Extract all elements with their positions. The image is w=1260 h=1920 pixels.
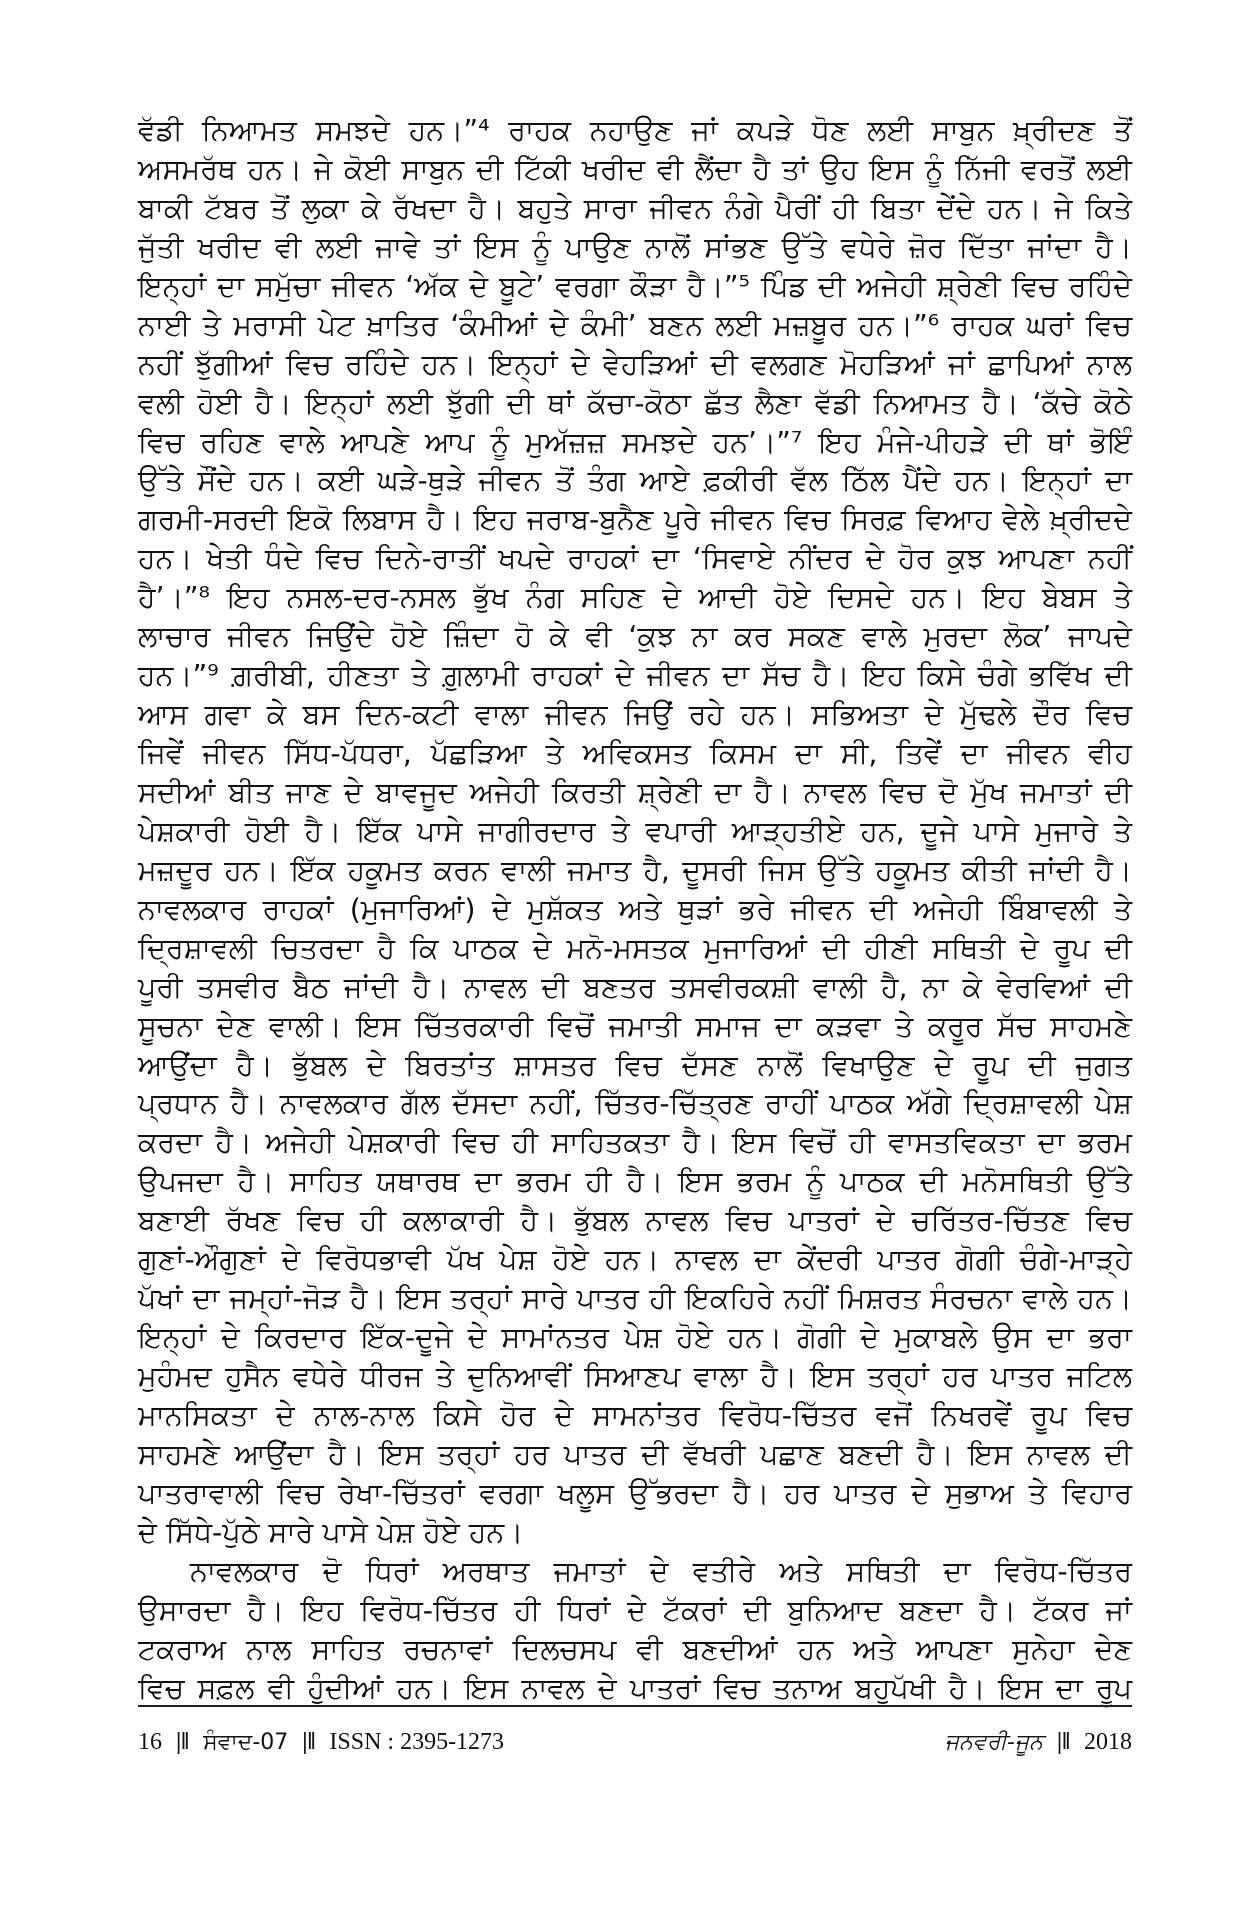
footer-separator: |‖ bbox=[302, 1729, 316, 1755]
article-body bbox=[138, 112, 1132, 1708]
text-line: ਪੂਰੀ ਤਸਵੀਰ ਬੈਠ ਜਾਂਦੀ ਹੈ। ਨਾਵਲ ਦੀ ਬਣਤਰ ਤਸਵੀਰਕਸ਼ੀ ਵਾਲੀ ਹੈ, ਨਾ ਕੇ ਵੇਰਵਿਆਂ ਦੀ bbox=[138, 970, 1132, 1004]
text-line: ਨਾਵਲਕਾਰ ਦੋ ਧਿਰਾਂ ਅਰਥਾਤ ਜਮਾਤਾਂ ਦੇ ਵਤੀਰੇ ਅਤੇ ਸਥਿਤੀ ਦਾ ਵਿਰੋਧ-ਚਿੱਤਰ bbox=[190, 1554, 1132, 1588]
text-line: ਜੁੱਤੀ ਖਰੀਦ ਵੀ ਲਈ ਜਾਵੇ ਤਾਂ ਇਸ ਨੂੰ ਪਾਉਣ ਨਾਲੋਂ ਸਾਂਭਣ ਉੱਤੇ ਵਧੇਰੇ ਜ਼ੋਰ ਦਿੱਤਾ ਜਾਂਦਾ ਹੈ। bbox=[138, 230, 1132, 264]
text-line: ਆਉਂਦਾ ਹੈ। ਭੁੱਬਲ ਦੇ ਬਿਰਤਾਂਤ ਸ਼ਾਸਤਰ ਵਿਚ ਦੱਸਣ ਨਾਲੋਂ ਵਿਖਾਉਣ ਦੇ ਰੂਪ ਦੀ ਜੁਗਤ bbox=[138, 1048, 1132, 1082]
footer-left bbox=[138, 1722, 504, 1763]
text-line: ਹਨ। ਖੇਤੀ ਧੰਦੇ ਵਿਚ ਦਿਨੇ-ਰਾਤੀਂ ਖਪਦੇ ਰਾਹਕਾਂ ਦਾ ‘ਸਿਵਾਏ ਨੀਂਦਰ ਦੇ ਹੋਰ ਕੁਝ ਆਪਣਾ ਨਹੀਂ bbox=[138, 542, 1132, 576]
text-line: ਲਾਚਾਰ ਜੀਵਨ ਜਿਉਂਦੇ ਹੋਏ ਜ਼ਿੰਦਾ ਹੋ ਕੇ ਵੀ ‘ਕੁਝ ਨਾ ਕਰ ਸਕਣ ਵਾਲੇ ਮੁਰਦਾ ਲੋਕ’ ਜਾਪਦੇ bbox=[138, 620, 1132, 654]
page-footer bbox=[138, 1722, 1132, 1762]
text-line: ਗਰਮੀ-ਸਰਦੀ ਇਕੋ ਲਿਬਾਸ ਹੈ। ਇਹ ਜਰਾਬ-ਬੁਨੈਣ ਪੂਰੇ ਜੀਵਨ ਵਿਚ ਸਿਰਫ਼ ਵਿਆਹ ਵੇਲੇ ਖ਼੍ਰੀਦਦੇ bbox=[138, 503, 1132, 537]
text-line: ਦ੍ਰਿਸ਼ਾਵਲੀ ਚਿਤਰਦਾ ਹੈ ਕਿ ਪਾਠਕ ਦੇ ਮਨੋ-ਮਸਤਕ ਮੁਜਾਰਿਆਂ ਦੀ ਹੀਣੀ ਸਥਿਤੀ ਦੇ ਰੂਪ ਦੀ bbox=[138, 931, 1132, 965]
text-line: ਬਣਾਈ ਰੱਖਣ ਵਿਚ ਹੀ ਕਲਾਕਾਰੀ ਹੈ। ਭੁੱਬਲ ਨਾਵਲ ਵਿਚ ਪਾਤਰਾਂ ਦੇ ਚਰਿੱਤਰ-ਚਿੱਤਣ ਵਿਚ bbox=[138, 1204, 1132, 1238]
text-line: ਨਹੀਂ ਝੁੱਗੀਆਂ ਵਿਚ ਰਹਿੰਦੇ ਹਨ। ਇਨ੍ਹਾਂ ਦੇ ਵੇਹੜਿਆਂ ਦੀ ਵਲਗਣ ਮੋਹੜਿਆਂ ਜਾਂ ਛਾਪਿਆਂ ਨਾਲ bbox=[138, 347, 1132, 381]
issue-year: 2018 bbox=[1084, 1729, 1132, 1755]
text-line: ਗੁਣਾਂ-ਔਗੁਣਾਂ ਦੇ ਵਿਰੋਧਭਾਵੀ ਪੱਖ ਪੇਸ਼ ਹੋਏ ਹਨ। ਨਾਵਲ ਦਾ ਕੇਂਦਰੀ ਪਾਤਰ ਗੋਗੀ ਚੰਗੇ-ਮਾੜ੍ਹੇ bbox=[138, 1243, 1132, 1277]
text-line: ਬਾਕੀ ਟੱਬਰ ਤੋਂ ਲੁਕਾ ਕੇ ਰੱਖਦਾ ਹੈ। ਬਹੁਤੇ ਸਾਰਾ ਜੀਵਨ ਨੰਗੇ ਪੈਰੀਂ ਹੀ ਬਿਤਾ ਦੇਂਦੇ ਹਨ। ਜੇ ਕਿਤੇ bbox=[138, 191, 1132, 225]
text-line: ਆਸ ਗਵਾ ਕੇ ਬਸ ਦਿਨ-ਕਟੀ ਵਾਲਾ ਜੀਵਨ ਜਿਉਂ ਰਹੇ ਹਨ। ਸਭਿਅਤਾ ਦੇ ਮੁੱਢਲੇ ਦੌਰ ਵਿਚ bbox=[138, 698, 1132, 732]
journal-name: ਸੰਵਾਦ-07 bbox=[203, 1730, 289, 1755]
text-line: ਉਸਾਰਦਾ ਹੈ। ਇਹ ਵਿਰੋਧ-ਚਿੱਤਰ ਹੀ ਧਿਰਾਂ ਦੇ ਟੱਕਰਾਂ ਦੀ ਬੁਨਿਆਦ ਬਣਦਾ ਹੈ। ਟੱਕਰ ਜਾਂ bbox=[138, 1593, 1132, 1627]
text-line: ਸਦੀਆਂ ਬੀਤ ਜਾਣ ਦੇ ਬਾਵਜੂਦ ਅਜੇਹੀ ਕਿਰਤੀ ਸ਼੍ਰੇਣੀ ਦਾ ਹੈ। ਨਾਵਲ ਵਿਚ ਦੋ ਮੁੱਖ ਜਮਾਤਾਂ ਦੀ bbox=[138, 775, 1132, 809]
text-line: ਪੱਖਾਂ ਦਾ ਜਮ੍ਹਾਂ-ਜੋੜ ਹੈ। ਇਸ ਤਰ੍ਹਾਂ ਸਾਰੇ ਪਾਤਰ ਹੀ ਇਕਹਿਰੇ ਨਹੀਂ ਮਿਸ਼ਰਤ ਸੰਰਚਨਾ ਵਾਲੇ ਹਨ। bbox=[138, 1282, 1132, 1316]
text-line: ਇਨ੍ਹਾਂ ਦੇ ਕਿਰਦਾਰ ਇੱਕ-ਦੂਜੇ ਦੇ ਸਾਮਾਂਨਤਰ ਪੇਸ਼ ਹੋਏ ਹਨ। ਗੋਗੀ ਦੇ ਮੁਕਾਬਲੇ ਉਸ ਦਾ ਭਰਾ bbox=[138, 1321, 1132, 1355]
text-line: ਵਿਚ ਸਫ਼ਲ ਵੀ ਹੁੰਦੀਆਂ ਹਨ। ਇਸ ਨਾਵਲ ਦੇ ਪਾਤਰਾਂ ਵਿਚ ਤਨਾਅ ਬਹੁਪੱਖੀ ਹੈ। ਇਸ ਦਾ ਰੂਪ bbox=[138, 1671, 1132, 1705]
text-line: ਹੈ’।”⁸ ਇਹ ਨਸਲ-ਦਰ-ਨਸਲ ਭੁੱਖ ਨੰਗ ਸਹਿਣ ਦੇ ਆਦੀ ਹੋਏ ਦਿਸਦੇ ਹਨ। ਇਹ ਬੇਬਸ ਤੇ bbox=[138, 581, 1132, 615]
text-line: ਟਕਰਾਅ ਨਾਲ ਸਾਹਿਤ ਰਚਨਾਵਾਂ ਦਿਲਚਸਪ ਵੀ ਬਣਦੀਆਂ ਹਨ ਅਤੇ ਆਪਣਾ ਸੁਨੇਹਾ ਦੇਣ bbox=[138, 1632, 1132, 1666]
text-line: ਉੱਤੇ ਸੌਂਦੇ ਹਨ। ਕਈ ਘੜੇ-ਥੁੜੇ ਜੀਵਨ ਤੋਂ ਤੰਗ ਆਏ ਫ਼ਕੀਰੀ ਵੱਲ ਠਿੱਲ ਪੈਂਦੇ ਹਨ। ਇਨ੍ਹਾਂ ਦਾ bbox=[138, 464, 1132, 498]
text-line: ਕਰਦਾ ਹੈ। ਅਜੇਹੀ ਪੇਸ਼ਕਾਰੀ ਵਿਚ ਹੀ ਸਾਹਿਤਕਤਾ ਹੈ। ਇਸ ਵਿਚੋਂ ਹੀ ਵਾਸਤਵਿਕਤਾ ਦਾ ਭਰਮ bbox=[138, 1126, 1132, 1160]
text-line: ਅਸਮਰੱਥ ਹਨ। ਜੇ ਕੋਈ ਸਾਬੁਨ ਦੀ ਟਿੱਕੀ ਖਰੀਦ ਵੀ ਲੈਂਦਾ ਹੈ ਤਾਂ ਉਹ ਇਸ ਨੂੰ ਨਿੱਜੀ ਵਰਤੋਂ ਲਈ bbox=[138, 152, 1132, 186]
footer-separator: |‖ bbox=[176, 1729, 190, 1755]
text-line: ਦੇ ਸਿੱਧੇ-ਪੁੱਠੇ ਸਾਰੇ ਪਾਸੇ ਪੇਸ਼ ਹੋਏ ਹਨ। bbox=[138, 1515, 524, 1549]
footer-separator: |‖ bbox=[1056, 1729, 1070, 1755]
text-line: ਸੂਚਨਾ ਦੇਣ ਵਾਲੀ। ਇਸ ਚਿੱਤਰਕਾਰੀ ਵਿਚੋਂ ਜਮਾਤੀ ਸਮਾਜ ਦਾ ਕੜਵਾ ਤੇ ਕਰੂਰ ਸੱਚ ਸਾਹਮਣੇ bbox=[138, 1009, 1132, 1043]
text-line: ਮਾਨਸਿਕਤਾ ਦੇ ਨਾਲ-ਨਾਲ ਕਿਸੇ ਹੋਰ ਦੇ ਸਾਮਨਾਂਤਰ ਵਿਰੋਧ-ਚਿੱਤਰ ਵਜੋਂ ਨਿਖਰਵੇਂ ਰੂਪ ਵਿਚ bbox=[138, 1398, 1132, 1432]
text-line: ਮਜ਼ਦੂਰ ਹਨ। ਇੱਕ ਹਕੂਮਤ ਕਰਨ ਵਾਲੀ ਜਮਾਤ ਹੈ, ਦੂਸਰੀ ਜਿਸ ਉੱਤੇ ਹਕੂਮਤ ਕੀਤੀ ਜਾਂਦੀ ਹੈ। bbox=[138, 853, 1132, 887]
text-line: ਵਲੀ ਹੋਈ ਹੈ। ਇਨ੍ਹਾਂ ਲਈ ਝੁੱਗੀ ਦੀ ਥਾਂ ਕੱਚਾ-ਕੋਠਾ ਛੱਤ ਲੈਣਾ ਵੱਡੀ ਨਿਆਮਤ ਹੈ। ‘ਕੱਚੇ ਕੋਠੇ bbox=[138, 386, 1132, 420]
text-line: ਪਾਤਰਾਵਾਲੀ ਵਿਚ ਰੇਖਾ-ਚਿੱਤਰਾਂ ਵਰਗਾ ਖਲੂਸ ਉੱਭਰਦਾ ਹੈ। ਹਰ ਪਾਤਰ ਦੇ ਸੁਭਾਅ ਤੇ ਵਿਹਾਰ bbox=[138, 1476, 1132, 1510]
text-line: ਪ੍ਰਧਾਨ ਹੈ। ਨਾਵਲਕਾਰ ਗੱਲ ਦੱਸਦਾ ਨਹੀਂ, ਚਿੱਤਰ-ਚਿੱਤ੍ਰਣ ਰਾਹੀਂ ਪਾਠਕ ਅੱਗੇ ਦ੍ਰਿਸ਼ਾਵਲੀ ਪੇਸ਼ bbox=[138, 1087, 1132, 1121]
text-line: ਮੁਹੰਮਦ ਹੁਸੈਨ ਵਧੇਰੇ ਧੀਰਜ ਤੇ ਦੁਨਿਆਵੀਂ ਸਿਆਣਪ ਵਾਲਾ ਹੈ। ਇਸ ਤਰ੍ਹਾਂ ਹਰ ਪਾਤਰ ਜਟਿਲ bbox=[138, 1360, 1132, 1393]
page-number: 16 bbox=[138, 1729, 162, 1755]
footer-right bbox=[945, 1722, 1132, 1763]
text-line: ਜਿਵੇਂ ਜੀਵਨ ਸਿੱਧ-ਪੱਧਰਾ, ਪੱਛੜਿਆ ਤੇ ਅਵਿਕਸਤ ਕਿਸਮ ਦਾ ਸੀ, ਤਿਵੇਂ ਦਾ ਜੀਵਨ ਵੀਹ bbox=[138, 737, 1132, 770]
text-line: ਨਾਵਲਕਾਰ ਰਾਹਕਾਂ (ਮੁਜਾਰਿਆਂ) ਦੇ ਮੁਸ਼ੱਕਤ ਅਤੇ ਥੁੜਾਂ ਭਰੇ ਜੀਵਨ ਦੀ ਅਜੇਹੀ ਬਿੰਬਾਵਲੀ ਤੇ bbox=[138, 892, 1132, 926]
issn: ISSN : 2395-1273 bbox=[329, 1729, 505, 1755]
text-line: ਹਨ।”⁹ ਗ਼ਰੀਬੀ, ਹੀਣਤਾ ਤੇ ਗ਼ੁਲਾਮੀ ਰਾਹਕਾਂ ਦੇ ਜੀਵਨ ਦਾ ਸੱਚ ਹੈ। ਇਹ ਕਿਸੇ ਚੰਗੇ ਭਵਿੱਖ ਦੀ bbox=[138, 659, 1132, 693]
text-line: ਉਪਜਦਾ ਹੈ। ਸਾਹਿਤ ਯਥਾਰਥ ਦਾ ਭਰਮ ਹੀ ਹੈ। ਇਸ ਭਰਮ ਨੂੰ ਪਾਠਕ ਦੀ ਮਨੋਸਥਿਤੀ ਉੱਤੇ bbox=[138, 1165, 1132, 1199]
issue-period: ਜਨਵਰੀ-ਜੂਨ bbox=[944, 1730, 1043, 1755]
text-line: ਵਿਚ ਰਹਿਣ ਵਾਲੇ ਆਪਣੇ ਆਪ ਨੂੰ ਮੁਅੱਜ਼ਜ਼ ਸਮਝਦੇ ਹਨ’।”⁷ ਇਹ ਮੰਜੇ-ਪੀਹੜੇ ਦੀ ਥਾਂ ਭੋਇੰ bbox=[138, 425, 1132, 459]
text-line: ਵੱਡੀ ਨਿਆਮਤ ਸਮਝਦੇ ਹਨ।”⁴ ਰਾਹਕ ਨਹਾਉਣ ਜਾਂ ਕਪੜੇ ਧੋਣ ਲਈ ਸਾਬੁਨ ਖ਼੍ਰੀਦਣ ਤੋਂ bbox=[138, 114, 1132, 147]
text-line: ਨਾਈ ਤੇ ਮਰਾਸੀ ਪੇਟ ਖ਼ਾਤਿਰ ‘ਕੰਮੀਆਂ ਦੇ ਕੰਮੀ’ ਬਣਨ ਲਈ ਮਜ਼ਬੂਰ ਹਨ।”⁶ ਰਾਹਕ ਘਰਾਂ ਵਿਚ bbox=[138, 308, 1132, 342]
footer-divider bbox=[138, 1705, 1132, 1707]
text-line: ਪੇਸ਼ਕਾਰੀ ਹੋਈ ਹੈ। ਇੱਕ ਪਾਸੇ ਜਾਗੀਰਦਾਰ ਤੇ ਵਪਾਰੀ ਆੜ੍ਹਤੀਏ ਹਨ, ਦੂਜੇ ਪਾਸੇ ਮੁਜਾਰੇ ਤੇ bbox=[138, 814, 1132, 848]
text-line: ਸਾਹਮਣੇ ਆਉਂਦਾ ਹੈ। ਇਸ ਤਰ੍ਹਾਂ ਹਰ ਪਾਤਰ ਦੀ ਵੱਖਰੀ ਪਛਾਣ ਬਣਦੀ ਹੈ। ਇਸ ਨਾਵਲ ਦੀ bbox=[138, 1437, 1132, 1471]
text-line: ਇਨ੍ਹਾਂ ਦਾ ਸਮੁੱਚਾ ਜੀਵਨ ‘ਅੱਕ ਦੇ ਬੂਟੇ’ ਵਰਗਾ ਕੌੜਾ ਹੈ।”⁵ ਪਿੰਡ ਦੀ ਅਜੇਹੀ ਸ਼੍ਰੇਣੀ ਵਿਚ ਰਹਿੰਦੇ bbox=[138, 269, 1132, 303]
